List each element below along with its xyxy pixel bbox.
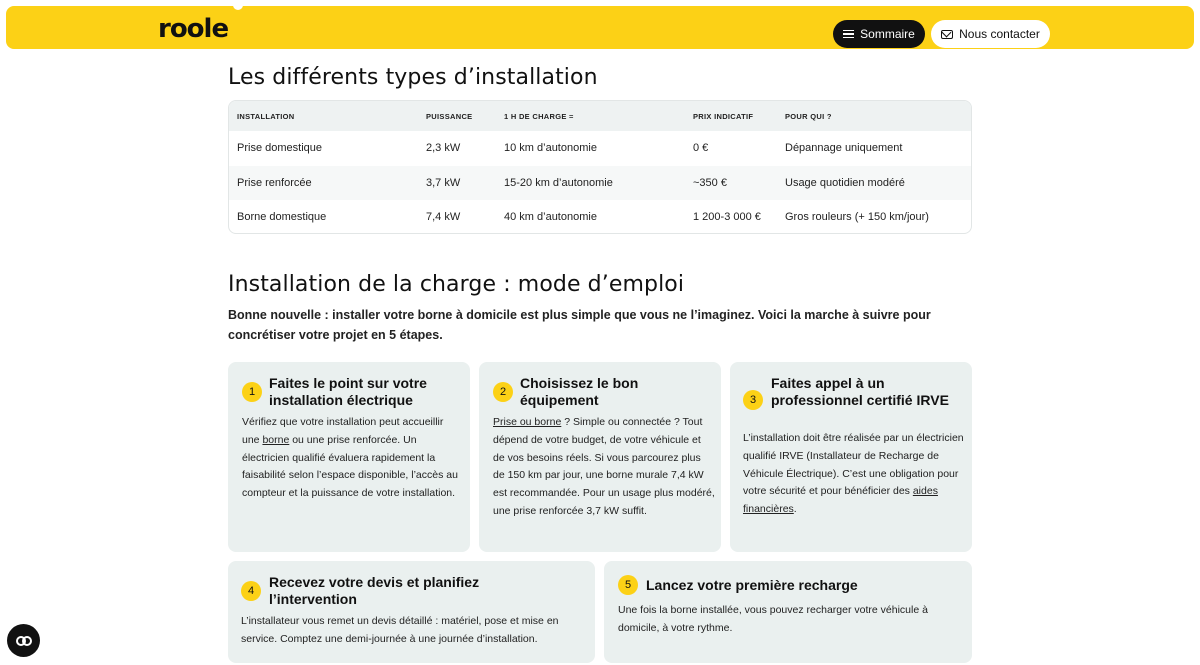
step-text-part: ou une prise renforcée. Un électricien qualifié évaluera rapidement la faisabilité selon l’espace disponible, l’accès au compteur et la puissance de votre installation.	[242, 433, 458, 500]
prise-ou-borne-link[interactable]: Prise ou borne	[493, 416, 562, 428]
table-cell: Usage quotidien modéré	[785, 176, 905, 189]
step-card-2	[479, 362, 721, 552]
table-header-row	[229, 101, 971, 131]
table-cell: Prise domestique	[237, 142, 322, 155]
table-row	[229, 131, 971, 166]
table-cell: 40 km d’autonomie	[504, 211, 597, 224]
column-header: INSTALLATION	[237, 111, 295, 121]
step-text-part: ? Simple ou connectée ? Tout dépend de votre budget, de votre véhicule et de vos besoins réels. Si vous parcourez plus de 150 km par jour, une borne murale 7,4 kW est recommandée. Pour un usage plus modéré, une prise renforcée 3,7 kW suffit.	[493, 416, 715, 517]
table-cell: 1 200-3 000 €	[693, 211, 761, 224]
table-cell: 10 km d’autonomie	[504, 142, 597, 155]
step-text	[242, 414, 462, 503]
top-bar	[6, 6, 1194, 49]
contact-button[interactable]	[931, 20, 1050, 48]
step-text-part: L’installation doit être réalisée par un électricien qualifié IRVE (Installateur de Recharge de Véhicule Électrique). C’est une obligation pour votre sécurité et pour bénéficier des	[743, 432, 964, 498]
borne-link[interactable]: borne	[262, 433, 290, 446]
table-row	[229, 200, 971, 234]
step-title: Choisissez le bon équipement	[520, 375, 639, 408]
step-text: L’installateur vous remet un devis détaillé : matériel, pose et mise en service. Comptez une demi-journée à une journée d’installation.	[241, 615, 559, 645]
step-title: Lancez votre première recharge	[646, 577, 858, 593]
table-row	[229, 166, 971, 201]
step-number-badge: 1	[242, 382, 262, 402]
table-cell: 0 €	[693, 142, 709, 155]
table-cell: 15-20 km d’autonomie	[504, 176, 613, 189]
installation-table	[228, 100, 972, 234]
step-title: Faites appel à un professionnel certifié IRVE	[771, 375, 949, 408]
step-number-badge: 5	[618, 575, 638, 595]
sommaire-button[interactable]	[833, 20, 925, 48]
chat-float-button[interactable]	[7, 624, 40, 657]
table-cell: Prise renforcée	[237, 176, 312, 189]
section-title-mode-emploi: Installation de la charge : mode d’emploi	[228, 272, 685, 297]
step-card-3	[730, 362, 972, 552]
table-cell: ~350 €	[693, 176, 727, 189]
sommaire-label: Sommaire	[860, 27, 915, 41]
table-cell: 2,3 kW	[426, 142, 461, 155]
table-cell: 3,7 kW	[426, 176, 461, 189]
column-header: 1 H DE CHARGE =	[504, 111, 574, 121]
table-cell: Gros rouleurs (+ 150 km/jour)	[785, 211, 929, 224]
step-text-part: Vérifiez que votre installation peut accueillir une	[242, 416, 444, 446]
step-number-badge: 2	[493, 382, 513, 402]
step-text	[493, 414, 715, 521]
section-title-types: Les différents types d’installation	[228, 65, 598, 90]
table-cell: 7,4 kW	[426, 211, 461, 224]
step-title: Faites le point sur votre installation électrique	[269, 375, 427, 408]
table-cell: Borne domestique	[237, 211, 327, 224]
logo-dot	[233, 0, 243, 10]
aides-financieres-link[interactable]: aides financières	[743, 485, 938, 516]
step-title: Recevez votre devis et planifiez l’intervention	[269, 574, 480, 607]
table-cell: Dépannage uniquement	[785, 142, 903, 155]
link-icon-ring	[22, 636, 32, 646]
column-header: PUISSANCE	[426, 111, 473, 121]
column-header: POUR QUI ?	[785, 111, 832, 121]
step-text-part: .	[793, 503, 797, 516]
menu-icon	[843, 30, 854, 39]
step-card-4	[228, 561, 595, 663]
logo[interactable]: roole	[158, 14, 229, 44]
mail-icon	[941, 30, 953, 39]
contact-label: Nous contacter	[959, 27, 1040, 41]
step-card-1	[228, 362, 470, 552]
step-number-badge: 3	[743, 390, 763, 410]
step-text	[743, 430, 965, 519]
column-header: PRIX INDICATIF	[693, 111, 754, 121]
step-text: Une fois la borne installée, vous pouvez recharger votre véhicule à domicile, à votre rythme.	[618, 604, 928, 634]
intro-paragraph: Bonne nouvelle : installer votre borne à domicile est plus simple que vous ne l’imaginez. Voici la marche à suivre pour concrétiser votre projet en 5 étapes.	[228, 308, 931, 342]
step-number-badge: 4	[241, 581, 261, 601]
step-card-5	[604, 561, 972, 663]
